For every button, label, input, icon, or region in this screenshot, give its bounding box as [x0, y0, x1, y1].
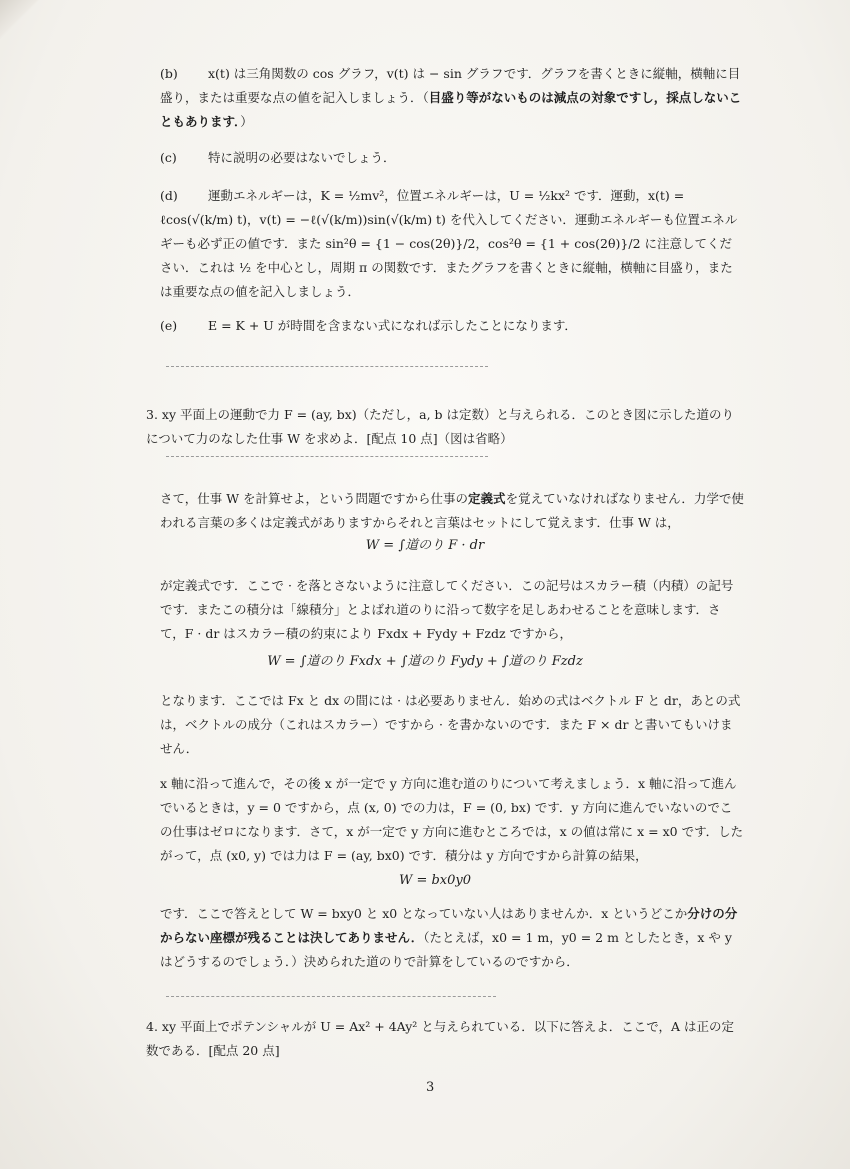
part-d-label: (d)	[160, 188, 178, 203]
question-3-text: 3. xy 平面上の運動で力 F = (ay, bx)（ただし，a, b は定数）と与えられる．このとき図に示した道のりについて力のなした仕事 W を求めよ．[配点 10 点]（図は省略）	[146, 407, 735, 446]
answer-3-paragraph-4	[160, 772, 744, 868]
page-fold-corner	[0, 0, 40, 40]
answer-3-paragraph-3	[160, 689, 744, 761]
equation-work-components: W = ∫道のり Fxdx + ∫道のり Fydy + ∫道のり Fzdz	[267, 654, 583, 669]
part-b-label: (b)	[160, 66, 178, 81]
ans3-p1-bold: 定義式	[468, 491, 506, 506]
part-e-text: E = K + U が時間を含まない式になれば示したことになります．	[208, 318, 577, 333]
answer-part-d	[160, 184, 742, 304]
ans3-p1-post: を覚えていなければなりません．力学で使われる言葉の多くは定義式がありますからそれと言葉はセットにして覚えます．仕事 W は，	[160, 491, 744, 530]
answer-part-c	[160, 146, 742, 170]
section-divider	[166, 366, 488, 367]
ans3-p4: x 軸に沿って進んで，その後 x が一定で y 方向に進む道のりについて考えましょう．x 軸に沿って進んでいるときは，y = 0 ですから，点 (x, 0) での力は，F = (0, bx) です．y 方向に進んでいないのでこの仕事はゼロになります．さて，x が一定で y 方向に進むところでは，x の値は常に x = x0 です．したがって，点 (x0, y) では力は F = (ay, bx0) です．積分は y 方向ですから計算の結果，	[160, 776, 744, 863]
ans3-p5-pre: です．ここで答えとして W = bxy0 と x0 となっていない人はありませんか．x というどこか	[160, 906, 688, 921]
ans3-p3: となります．ここでは Fx と dx の間には · は必要ありません．始めの式はベクトル F と dr，あとの式は，ベクトルの成分（これはスカラー）ですから · を書かないのです．また F × dr と書いてもいけません．	[160, 693, 741, 756]
section-divider	[166, 456, 488, 457]
equation-work-definition: W = ∫道のり F · dr	[365, 538, 485, 553]
part-e-label: (e)	[160, 318, 178, 333]
ans3-p2: が定義式です．ここで · を落とさないように注意してください．この記号はスカラー積（内積）の記号です．またこの積分は「線積分」とよばれ道のりに沿って数字を足しあわせることを意味します．さて，F · dr はスカラー積の約束により Fxdx + Fydy + Fzdz ですから，	[160, 578, 734, 641]
part-b-bold-note: 目盛り等がないものは減点の対象ですし，採点しないこともあります．	[160, 90, 742, 129]
part-b-text: x(t) は三角関数の cos グラフ，v(t) は − sin グラフです．グラフを書くときに縦軸，横軸に目盛り，または重要な点の値を記入しましょう．（	[160, 66, 741, 105]
answer-3-paragraph-1	[160, 487, 744, 535]
part-c-label: (c)	[160, 150, 177, 165]
question-4-text: 4. xy 平面上でポテンシャルが U = Ax² + 4Ay² と与えられている．以下に答えよ．ここで，A は正の定数である．[配点 20 点]	[146, 1019, 735, 1058]
question-4	[146, 1015, 744, 1063]
part-d-text: 運動エネルギーは，K = ½mv²，位置エネルギーは，U = ½kx² です．運動，x(t) = ℓcos(√(k/m) t)，v(t) = −ℓ(√(k/m))sin(√(k/m) t) を代入してください．運動エネルギーも位置エネルギーも必ず正の値です．また sin²θ = {1 − cos(2θ)}/2，cos²θ = {1 + cos(2θ)}/2 に注意してください．これは ½ を中心とし，周期 π の関数です．またグラフを書くときに縦軸，横軸に目盛り，または重要な点の値を記入しましょう．	[160, 188, 738, 299]
page-number: 3	[426, 1080, 435, 1095]
ans3-p5-bold: 分けの分からない座標が残ることは決してありません．	[160, 906, 738, 945]
part-b-tail: ）	[240, 114, 253, 129]
answer-part-e	[160, 314, 742, 338]
question-3	[146, 403, 744, 451]
answer-part-b	[160, 62, 742, 134]
answer-3-paragraph-5	[160, 902, 744, 974]
equation-work-result: W = bx0y0	[398, 873, 472, 888]
section-divider	[166, 996, 496, 997]
part-c-text: 特に説明の必要はないでしょう．	[208, 150, 396, 165]
ans3-p1-pre: さて，仕事 W を計算せよ，という問題ですから仕事の	[160, 491, 469, 506]
ans3-p5-post: （たとえば，x0 = 1 m，y0 = 2 m としたとき，x や y はどうするのでしょう．）決められた道のりで計算をしているのですから．	[160, 930, 732, 969]
answer-3-paragraph-2	[160, 574, 744, 646]
